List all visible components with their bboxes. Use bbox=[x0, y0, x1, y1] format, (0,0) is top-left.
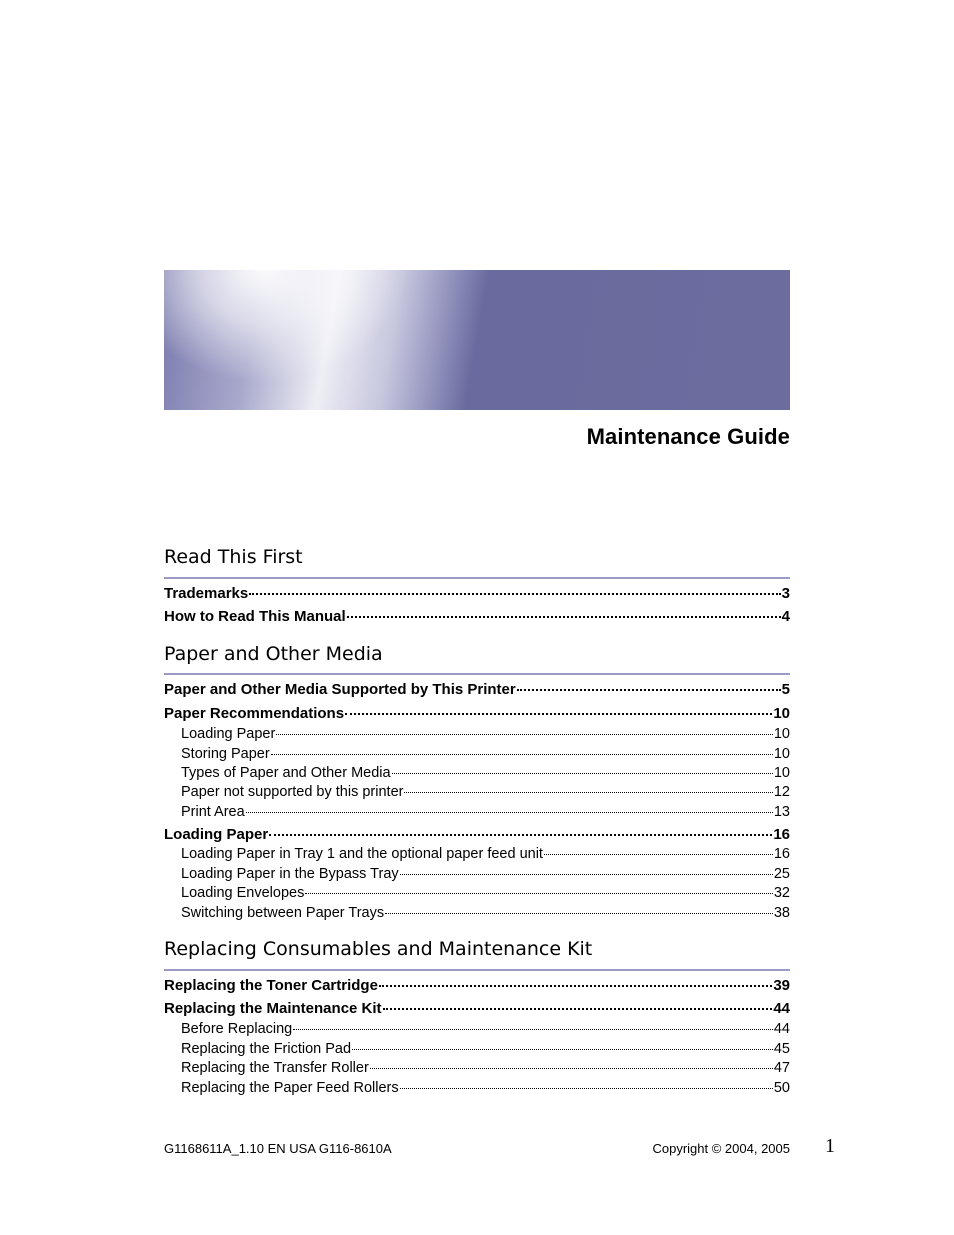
toc-entry-page: 10 bbox=[773, 726, 790, 742]
toc-entry-paper-media-supported[interactable] bbox=[164, 680, 790, 700]
toc-subentry-loading-tray1[interactable] bbox=[181, 844, 790, 864]
toc-entry-page: 12 bbox=[773, 784, 790, 800]
toc-entry-page: 38 bbox=[773, 905, 790, 921]
dot-leader bbox=[517, 688, 781, 691]
dot-leader bbox=[276, 733, 773, 735]
toc-entry-page: 5 bbox=[781, 681, 790, 698]
dot-leader bbox=[370, 1067, 773, 1069]
toc-subentry-switching-trays[interactable] bbox=[181, 903, 790, 923]
toc-subentry-friction-pad[interactable] bbox=[181, 1039, 790, 1059]
dot-leader bbox=[249, 592, 780, 595]
dot-leader bbox=[379, 984, 772, 987]
toc-entry-page: 3 bbox=[781, 585, 790, 602]
toc-entry-page: 39 bbox=[773, 977, 790, 994]
toc-entry-page: 10 bbox=[773, 705, 790, 722]
toc-entry-page: 32 bbox=[773, 885, 790, 901]
toc-entry-label: How to Read This Manual bbox=[164, 608, 346, 625]
section-divider bbox=[164, 969, 790, 971]
toc-subentry-types-of-paper[interactable] bbox=[181, 763, 790, 783]
toc-entry-label: Print Area bbox=[181, 804, 245, 820]
toc-entry-page: 10 bbox=[773, 765, 790, 781]
dot-leader bbox=[352, 1048, 773, 1050]
toc-entry-label: Replacing the Paper Feed Rollers bbox=[181, 1080, 399, 1096]
toc-entry-page: 4 bbox=[781, 608, 790, 625]
page-number: 1 bbox=[825, 1135, 835, 1157]
toc-entry-loading-paper[interactable] bbox=[164, 825, 790, 845]
section-heading-replacing-consumables: Replacing Consumables and Maintenance Kit bbox=[164, 938, 593, 960]
toc-subentry-paper-feed-rollers[interactable] bbox=[181, 1078, 790, 1098]
dot-leader bbox=[392, 772, 773, 774]
dot-leader bbox=[305, 892, 773, 894]
toc-entry-label: Paper Recommendations bbox=[164, 705, 345, 722]
toc-entry-label: Paper not supported by this printer bbox=[181, 784, 404, 800]
toc-entry-label: Replacing the Maintenance Kit bbox=[164, 1000, 382, 1017]
toc-entry-how-to-read[interactable] bbox=[164, 607, 790, 627]
toc-entry-page: 13 bbox=[773, 804, 790, 820]
copyright-notice: Copyright © 2004, 2005 bbox=[652, 1141, 790, 1156]
dot-leader bbox=[383, 1007, 773, 1010]
dot-leader bbox=[246, 811, 773, 813]
toc-entry-label: Replacing the Friction Pad bbox=[181, 1041, 352, 1057]
toc-entry-label: Types of Paper and Other Media bbox=[181, 765, 391, 781]
toc-subentry-loading-envelopes[interactable] bbox=[181, 883, 790, 903]
toc-entry-replacing-maintenance-kit[interactable] bbox=[164, 999, 790, 1019]
toc-entry-label: Loading Paper in Tray 1 and the optional paper feed unit bbox=[181, 846, 543, 862]
toc-entry-label: Loading Paper in the Bypass Tray bbox=[181, 866, 399, 882]
section-heading-paper-and-other-media: Paper and Other Media bbox=[164, 643, 383, 665]
dot-leader bbox=[293, 1028, 773, 1030]
toc-entry-label: Paper and Other Media Supported by This Printer bbox=[164, 681, 516, 698]
dot-leader bbox=[269, 833, 772, 836]
toc-subentry-paper-not-supported[interactable] bbox=[181, 782, 790, 802]
toc-subentry-loading-bypass-tray[interactable] bbox=[181, 864, 790, 884]
dot-leader bbox=[400, 1087, 773, 1089]
dot-leader bbox=[400, 873, 773, 875]
toc-entry-page: 45 bbox=[773, 1041, 790, 1057]
toc-entry-label: Storing Paper bbox=[181, 746, 270, 762]
dot-leader bbox=[404, 791, 772, 793]
section-divider bbox=[164, 673, 790, 675]
dot-leader bbox=[544, 853, 773, 855]
toc-entry-page: 44 bbox=[773, 1000, 790, 1017]
toc-entry-page: 47 bbox=[773, 1060, 790, 1076]
toc-entry-label: Trademarks bbox=[164, 585, 249, 602]
toc-entry-label: Replacing the Toner Cartridge bbox=[164, 977, 378, 994]
toc-entry-label: Loading Paper bbox=[164, 826, 269, 843]
toc-entry-page: 16 bbox=[773, 846, 790, 862]
toc-entry-replacing-toner[interactable] bbox=[164, 976, 790, 996]
toc-entry-label: Switching between Paper Trays bbox=[181, 905, 385, 921]
section-divider bbox=[164, 577, 790, 579]
header-banner bbox=[164, 270, 790, 410]
toc-entry-label: Loading Paper bbox=[181, 726, 276, 742]
toc-entry-trademarks[interactable] bbox=[164, 584, 790, 604]
document-code: G1168611A_1.10 EN USA G116-8610A bbox=[164, 1141, 392, 1156]
toc-subentry-storing-paper[interactable] bbox=[181, 744, 790, 764]
toc-entry-page: 10 bbox=[773, 746, 790, 762]
toc-subentry-loading-paper[interactable] bbox=[181, 724, 790, 744]
toc-entry-label: Replacing the Transfer Roller bbox=[181, 1060, 369, 1076]
toc-entry-label: Loading Envelopes bbox=[181, 885, 305, 901]
toc-entry-page: 50 bbox=[773, 1080, 790, 1096]
toc-entry-page: 44 bbox=[773, 1021, 790, 1037]
toc-subentry-print-area[interactable] bbox=[181, 802, 790, 822]
toc-entry-page: 25 bbox=[773, 866, 790, 882]
toc-subentry-before-replacing[interactable] bbox=[181, 1019, 790, 1039]
dot-leader bbox=[345, 712, 772, 715]
toc-entry-paper-recommendations[interactable] bbox=[164, 704, 790, 724]
dot-leader bbox=[347, 615, 781, 618]
dot-leader bbox=[385, 912, 773, 914]
toc-entry-page: 16 bbox=[773, 826, 790, 843]
toc-entry-label: Before Replacing bbox=[181, 1021, 293, 1037]
dot-leader bbox=[271, 753, 773, 755]
document-title: Maintenance Guide bbox=[586, 424, 790, 449]
section-heading-read-this-first: Read This First bbox=[164, 546, 303, 568]
toc-subentry-transfer-roller[interactable] bbox=[181, 1058, 790, 1078]
